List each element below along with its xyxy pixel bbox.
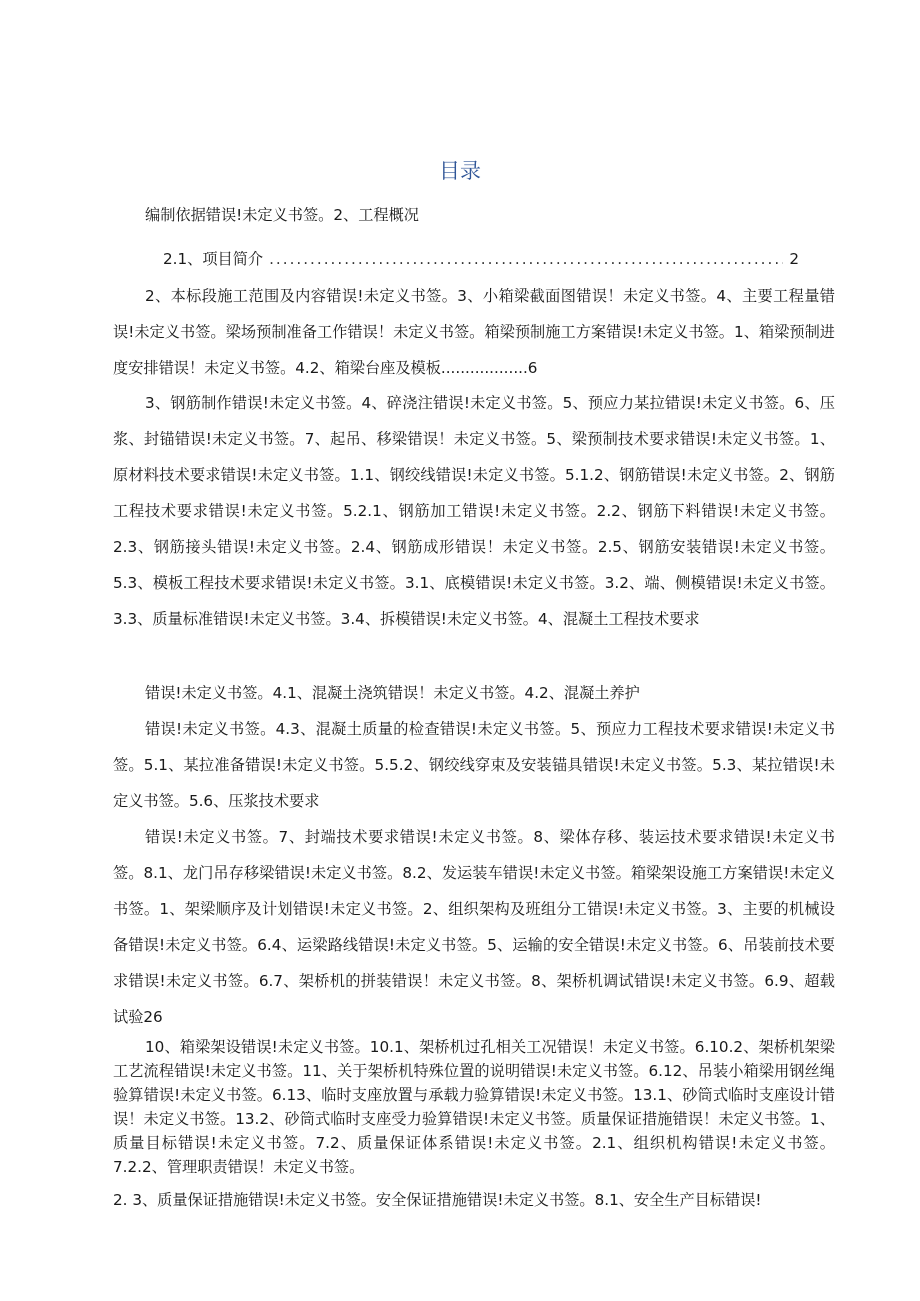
toc-paragraph-e[interactable]: 错误!未定义书签。7、封端技术要求错误!未定义书签。8、梁体存移、装运技术要求错误!未定义书签。8.1、龙门吊存移梁错误!未定义书签。8.2、发运装车错误!未定义书签。箱梁架设施工方案错误!未定义书签。1、架梁顺序及计划错误!未定义书签。2、组织架构及班组分工错误!未定义书签。3、主要的机械设备错误!未定义书签。6.4、运梁路线错误!未定义书签。5、运输的安全错误!未定义书签。6、吊装前技术要求错误!未定义书签。6.7、架桥机的拼装错误！未定义书签。8、架桥机调试错误!未定义书签。6.9、超载试验26 <box>113 828 835 1026</box>
toc-entry-2-1[interactable] <box>163 246 799 272</box>
toc-paragraph-d[interactable]: 错误!未定义书签。4.3、混凝土质量的检查错误!未定义书签。5、预应力工程技术要求错误!未定义书签。5.1、某拉准备错误!未定义书签。5.5.2、钢绞线穿束及安装锚具错误!未定义书签。5.3、某拉错误!未定义书签。5.6、压浆技术要求 <box>113 720 835 810</box>
toc-paragraph-b[interactable]: 3、钢筋制作错误!未定义书签。4、碎浇注错误!未定义书签。5、预应力某拉错误!未定义书签。6、压浆、封锚错误!未定义书签。7、起吊、移梁错误！未定义书签。5、梁预制技术要求错误!未定义书签。1、原材料技术要求错误!未定义书签。1.1、钢绞线错误!未定义书签。5.1.2、钢筋错误!未定义书签。2、钢筋工程技术要求错误!未定义书签。5.2.1、钢筋加工错误!未定义书签。2.2、钢筋下料错误!未定义书签。2.3、钢筋接头错误!未定义书签。2.4、钢筋成形错误！未定义书签。2.5、钢筋安装错误!未定义书签。5.3、模板工程技术要求错误!未定义书签。3.1、底模错误!未定义书签。3.2、端、侧模错误!未定义书签。3.3、质量标准错误!未定义书签。3.4、拆模错误!未定义书签。4、混凝土工程技术要求 <box>113 394 835 628</box>
toc-paragraph-g[interactable]: 2. 3、质量保证措施错误!未定义书签。安全保证措施错误!未定义书签。8.1、安全生产目标错误! <box>113 1191 762 1209</box>
toc-entry-basis[interactable]: 编制依据错误!未定义书签。2、工程概况 <box>145 206 419 224</box>
toc-title: 目录 <box>439 159 481 183</box>
toc-page-number: 2 <box>789 250 799 268</box>
toc-paragraph-c[interactable]: 错误!未定义书签。4.1、混凝土浇筑错误！未定义书签。4.2、混凝土养护 <box>145 684 640 702</box>
toc-entry-label: 2.1、项目简介 <box>163 250 264 268</box>
toc-leader-dots <box>269 246 783 272</box>
toc-paragraph-f[interactable]: 10、箱梁架设错误!未定义书签。10.1、架桥机过孔相关工况错误！未定义书签。6.10.2、架桥机架梁工艺流程错误!未定义书签。11、关于架桥机特殊位置的说明错误!未定义书签。6.12、吊装小箱梁用钢丝绳验算错误!未定义书签。6.13、临时支座放置与承载力验算错误!未定义书签。13.1、砂筒式临时支座设计错误！未定义书签。13.2、砂筒式临时支座受力验算错误!未定义书签。质量保证措施错误！未定义书签。1、质量目标错误!未定义书签。7.2、质量保证体系错误!未定义书签。2.1、组织机构错误!未定义书签。7.2.2、管理职责错误！未定义书签。 <box>113 1038 835 1176</box>
toc-paragraph-a[interactable]: 2、本标段施工范围及内容错误!未定义书签。3、小箱梁截面图错误！未定义书签。4、主要工程量错误!未定义书签。梁场预制准备工作错误！未定义书签。箱梁预制施工方案错误!未定义书签。1、箱梁预制进度安排错误！未定义书签。4.2、箱梁台座及模板..................6 <box>113 287 835 377</box>
